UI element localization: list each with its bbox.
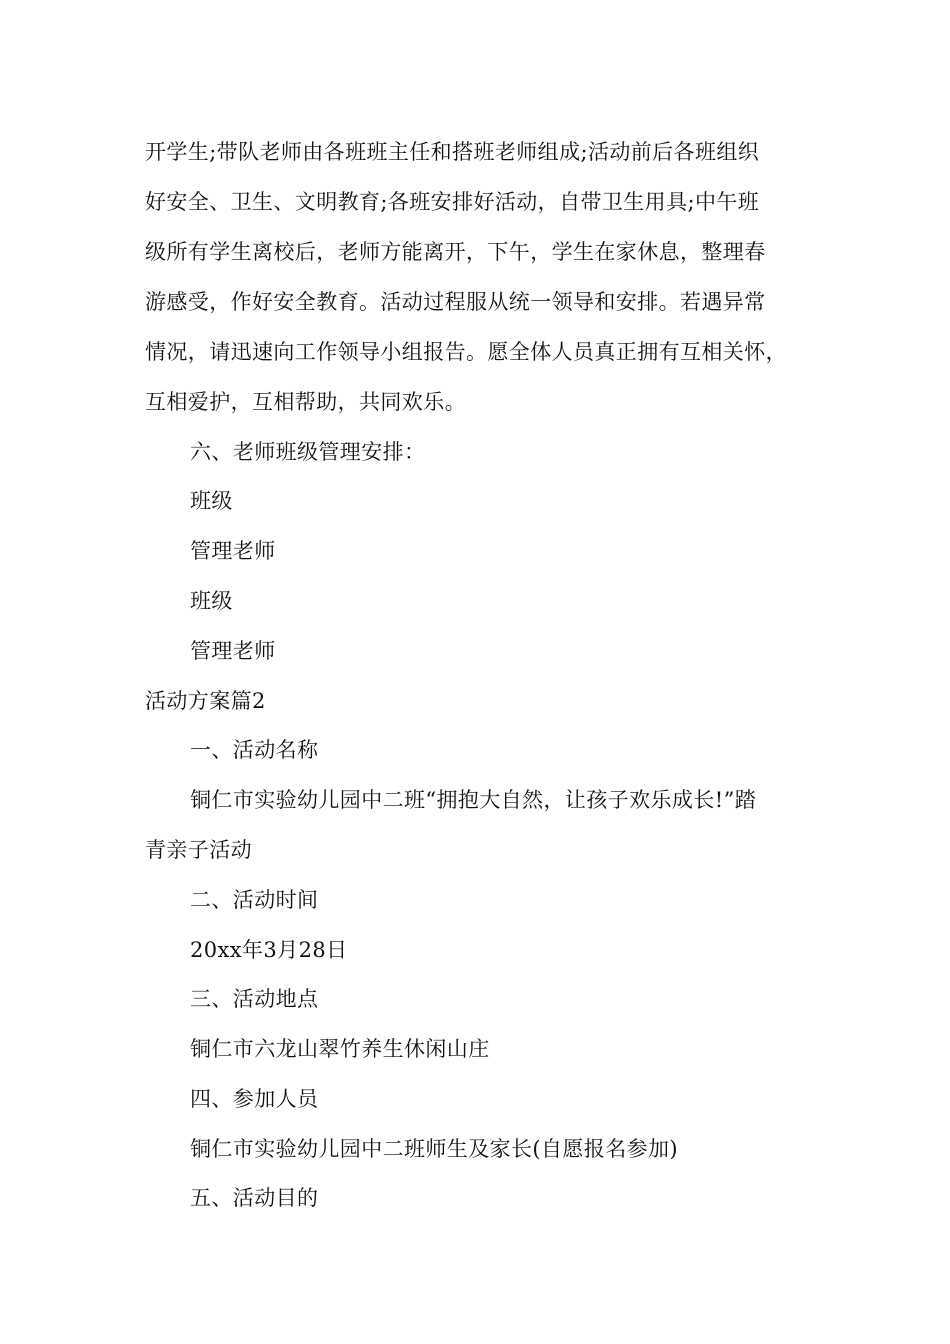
- section-heading: 二、活动时间: [190, 888, 319, 912]
- body-text-line: 铜仁市实验幼儿园中二班师生及家长(自愿报名参加): [190, 1137, 678, 1161]
- section-heading: 六、老师班级管理安排：: [190, 440, 426, 464]
- section-heading: 五、活动目的: [190, 1186, 319, 1210]
- body-text-line: 游感受，作好安全教育。活动过程服从统一领导和安排。若遇异常: [145, 290, 766, 314]
- table-label: 管理老师: [190, 539, 276, 563]
- body-text-line: 开学生;带队老师由各班班主任和搭班老师组成;活动前后各班组织: [145, 140, 760, 164]
- table-label: 班级: [190, 589, 233, 613]
- body-text-line: 情况，请迅速向工作领导小组报告。愿全体人员真正拥有互相关怀，: [145, 340, 787, 364]
- body-text-line: 好安全、卫生、文明教育;各班安排好活动，自带卫生用具;中午班: [145, 190, 760, 214]
- table-label: 管理老师: [190, 639, 276, 663]
- body-text-line: 青亲子活动: [145, 838, 252, 862]
- document-title: 活动方案篇2: [145, 689, 266, 713]
- section-heading: 三、活动地点: [190, 987, 319, 1011]
- section-heading: 四、参加人员: [190, 1087, 319, 1111]
- body-text-line: 铜仁市实验幼儿园中二班“拥抱大自然，让孩子欢乐成长!”踏: [190, 788, 757, 812]
- body-text-line: 互相爱护，互相帮助，共同欢乐。: [145, 390, 466, 414]
- table-label: 班级: [190, 489, 233, 513]
- body-text-line: 20xx年3月28日: [190, 938, 348, 962]
- section-heading: 一、活动名称: [190, 738, 319, 762]
- body-text-line: 级所有学生离校后，老师方能离开，下午，学生在家休息，整理春: [145, 240, 766, 264]
- body-text-line: 铜仁市六龙山翠竹养生休闲山庄: [190, 1037, 490, 1061]
